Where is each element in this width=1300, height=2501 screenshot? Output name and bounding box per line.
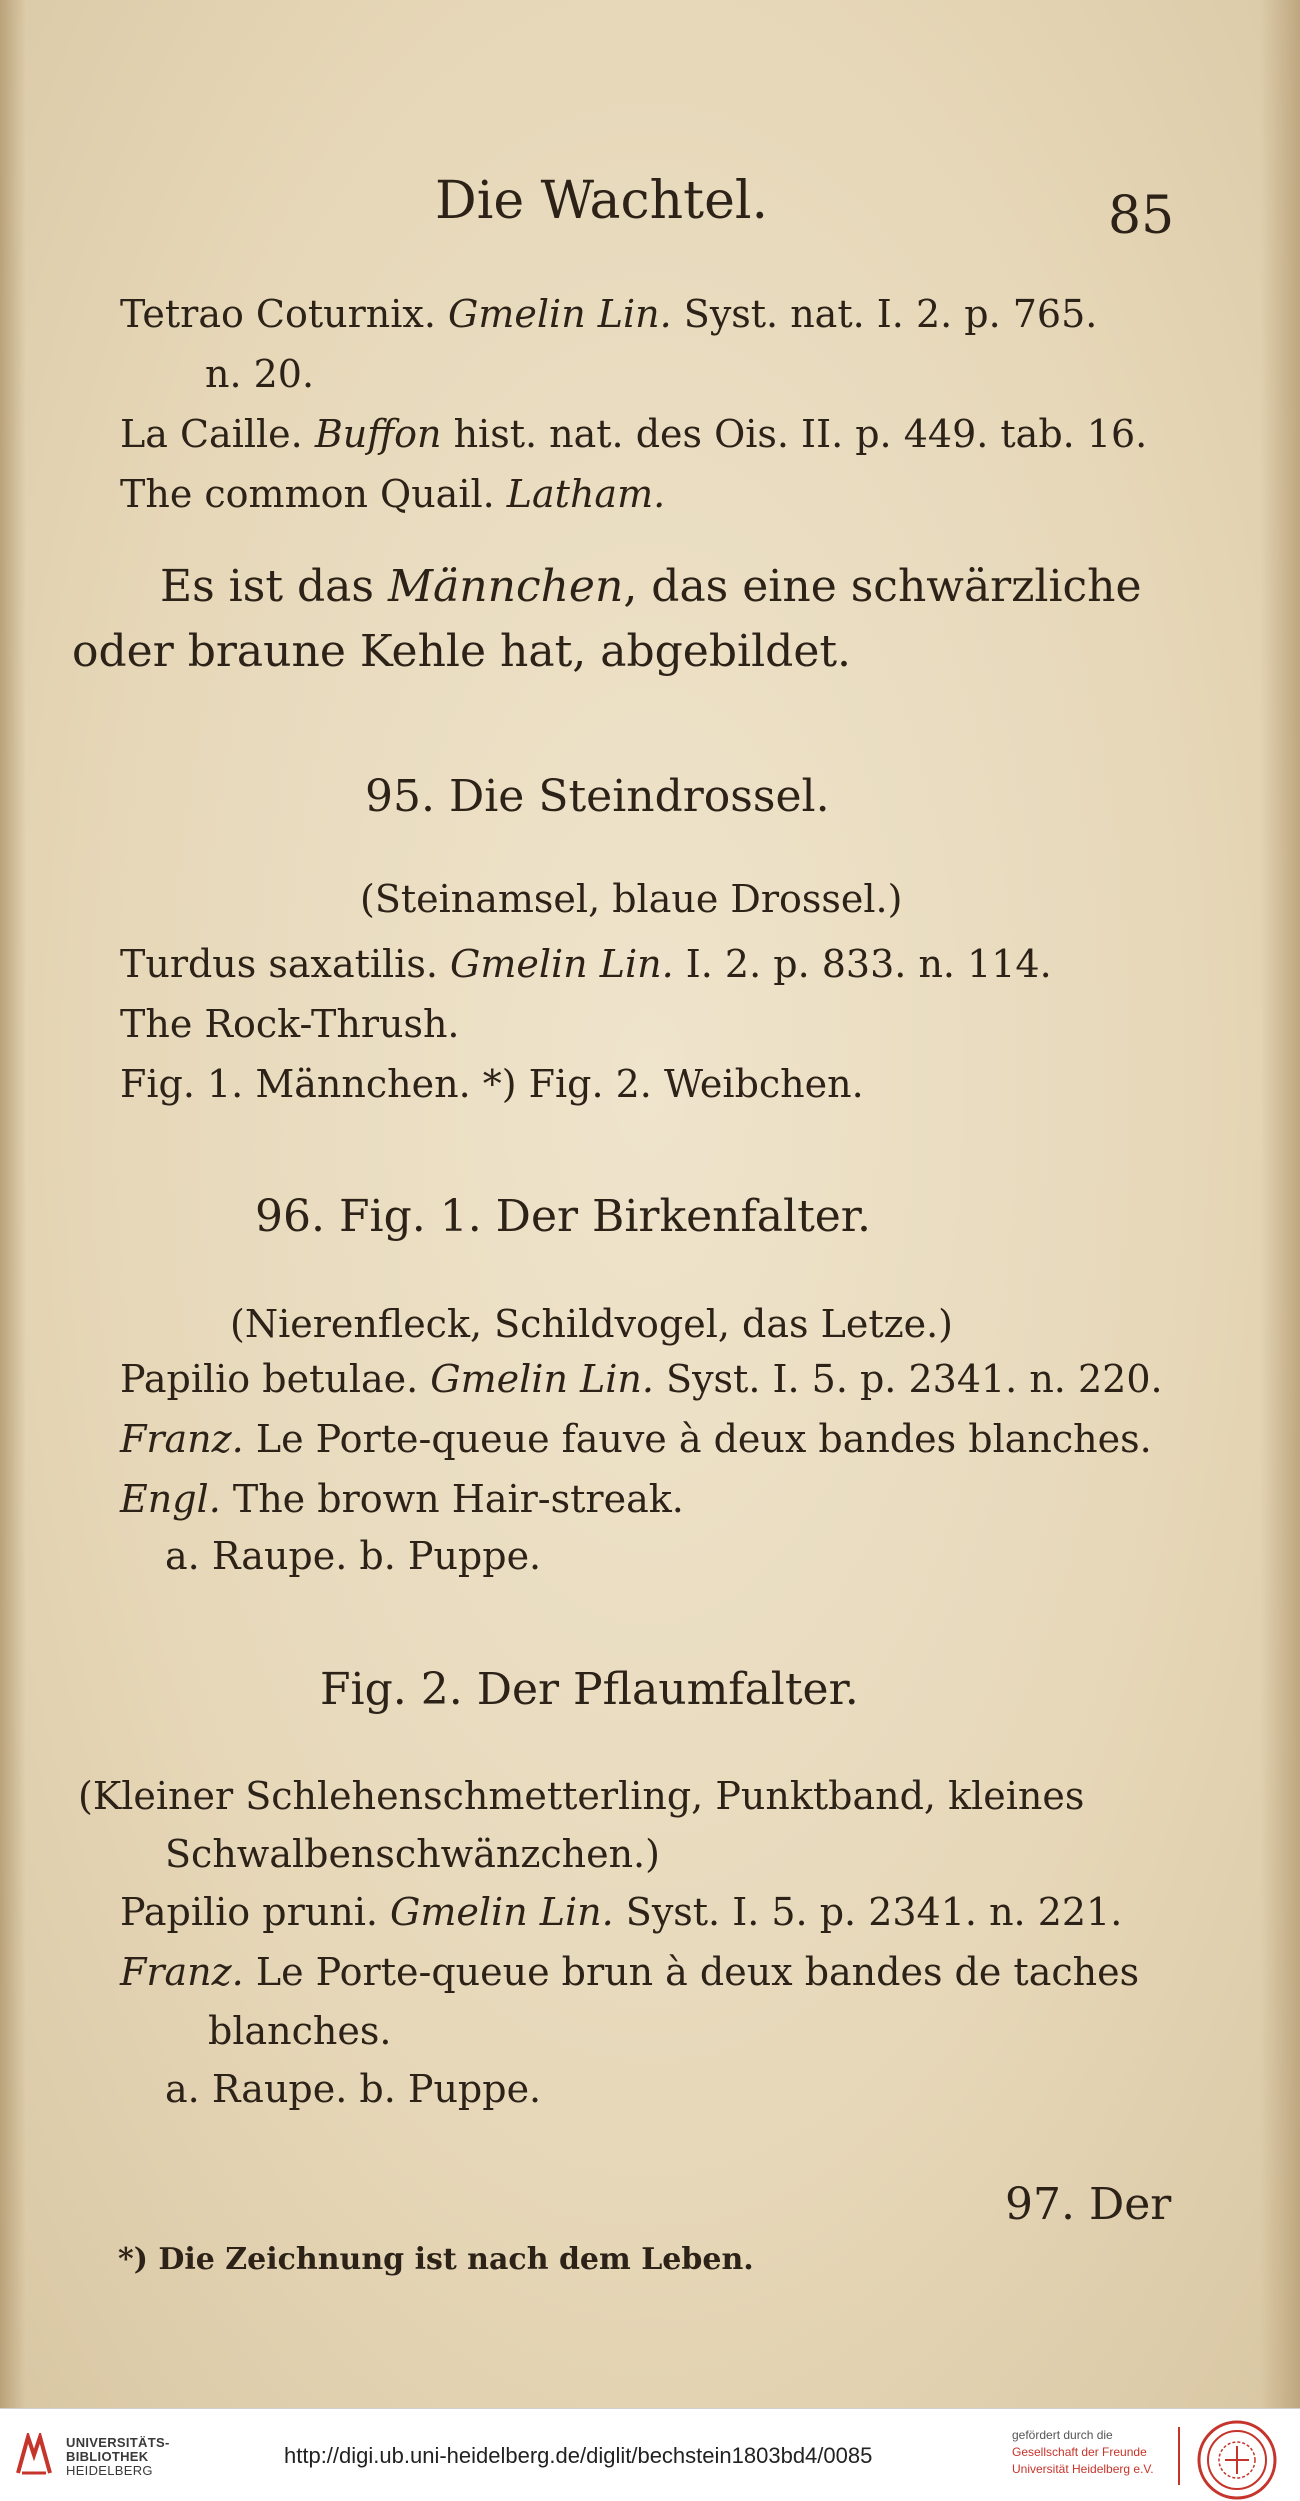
text-line-f2b (165, 1832, 660, 1876)
text-run: Gmelin Lin. (448, 292, 672, 336)
text-line-s95a (360, 877, 903, 921)
text-line-h96 (255, 1191, 871, 1242)
text-run: The Rock-Thrush. (120, 1002, 460, 1046)
uni-name-line-2: BIBLIOTHEK (66, 2449, 149, 2464)
text-run: 96. Fig. 1. Der Birkenfalter. (255, 1191, 871, 1242)
text-run: Fig. 1. Männchen. *) Fig. 2. Weibchen. (120, 1062, 864, 1106)
text-run: Syst. I. 5. p. 2341. n. 221. (613, 1890, 1123, 1934)
text-run: Gmelin Lin. (390, 1890, 614, 1934)
university-seal-icon (1196, 2419, 1278, 2501)
text-run: (Kleiner Schlehenschmetterling, Punktband, kleines (78, 1774, 1085, 1818)
text-line-syn1b (205, 352, 315, 396)
text-run: a. Raupe. b. Puppe. (165, 1534, 542, 1578)
footer-bar (0, 2408, 1300, 2501)
text-line-f2d (120, 1950, 1140, 1994)
text-line-syn1d (120, 472, 666, 516)
text-run: Tetrao Coturnix. (120, 292, 449, 336)
text-run: Papilio pruni. (120, 1890, 391, 1934)
text-run: Gmelin Lin. (430, 1357, 654, 1401)
text-run: Fig. 2. Der Pflaumfalter. (320, 1664, 859, 1715)
page-edge-shadow-left (0, 0, 26, 2408)
text-line-f2c (120, 1890, 1123, 1934)
text-run: hist. nat. des Ois. II. p. 449. tab. 16. (441, 412, 1148, 456)
university-library-logo-icon (14, 2433, 54, 2477)
text-run: 97. Der (1005, 2179, 1172, 2230)
text-run: Buffon (314, 412, 442, 456)
text-run: I. 2. p. 833. n. 114. (673, 942, 1052, 986)
university-library-name (66, 2436, 170, 2478)
sponsor-line-1: gefördert durch die (1012, 2428, 1113, 2442)
text-run: 95. Die Steindrossel. (365, 771, 830, 822)
text-line-para1a (160, 561, 1142, 612)
text-run: a. Raupe. b. Puppe. (165, 2067, 542, 2111)
sponsor-credit (1012, 2427, 1154, 2478)
text-run: Franz. (120, 1950, 244, 1994)
text-line-s95b (120, 942, 1052, 986)
text-run: Es ist das (160, 561, 388, 612)
text-run: Franz. (120, 1417, 244, 1461)
text-run: Schwalbenschwänzchen.) (165, 1832, 660, 1876)
text-run: Syst. I. 5. p. 2341. n. 220. (653, 1357, 1163, 1401)
text-run: (Nierenfleck, Schildvogel, das Letze.) (230, 1302, 954, 1346)
text-line-f2a (78, 1774, 1085, 1818)
text-line-s95d (120, 1062, 864, 1106)
text-run: Syst. nat. I. 2. p. 765. (671, 292, 1098, 336)
sponsor-line-3: Universität Heidelberg e.V. (1012, 2462, 1154, 2476)
text-run: oder braune Kehle hat, abgebildet. (72, 626, 852, 677)
text-run: Turdus saxatilis. (120, 942, 450, 986)
text-run: The common Quail. (120, 472, 507, 516)
text-line-catch (1005, 2179, 1172, 2230)
uni-name-line-3: HEIDELBERG (66, 2463, 153, 2478)
text-run: Männchen (387, 561, 624, 612)
text-line-syn1a (120, 292, 1098, 336)
page-edge-shadow-right (1260, 0, 1300, 2408)
text-line-hfig2 (320, 1664, 859, 1715)
text-run: , das eine schwärzliche (623, 561, 1142, 612)
uni-name-line-1: UNIVERSITÄTS- (66, 2435, 170, 2450)
text-line-s96d (120, 1477, 684, 1521)
permalink-url[interactable]: http://digi.ub.uni-heidelberg.de/diglit/bechstein1803bd4/0085 (284, 2443, 873, 2468)
text-line-s95c (120, 1002, 460, 1046)
text-line-h95 (365, 771, 830, 822)
text-run: Latham. (506, 472, 666, 516)
text-run: La Caille. (120, 412, 315, 456)
text-run: Gmelin Lin. (450, 942, 674, 986)
text-run: n. 20. (205, 352, 315, 396)
page-number: 85 (1108, 186, 1175, 246)
text-run: (Steinamsel, blaue Drossel.) (360, 877, 903, 921)
text-run: The brown Hair-streak. (220, 1477, 684, 1521)
running-header-title: Die Wachtel. (435, 171, 768, 231)
text-run: blanches. (208, 2009, 392, 2053)
text-line-syn1c (120, 412, 1148, 456)
footer-divider (1178, 2427, 1180, 2485)
text-line-s96c (120, 1417, 1152, 1461)
text-run: Engl. (120, 1477, 221, 1521)
text-line-s96b (120, 1357, 1163, 1401)
text-run: *) Die Zeichnung ist nach dem Leben. (118, 2242, 754, 2277)
text-line-s96a (230, 1302, 954, 1346)
text-run: Le Porte-queue brun à deux bandes de taches (243, 1950, 1140, 1994)
text-line-s96e (165, 1534, 542, 1578)
text-run: Le Porte-queue fauve à deux bandes blanches. (243, 1417, 1152, 1461)
text-run: Papilio betulae. (120, 1357, 431, 1401)
text-line-f2e (208, 2009, 392, 2053)
text-line-foot (118, 2242, 754, 2277)
text-line-f2f (165, 2067, 542, 2111)
sponsor-line-2: Gesellschaft der Freunde (1012, 2445, 1147, 2459)
text-line-para1b (72, 626, 852, 677)
